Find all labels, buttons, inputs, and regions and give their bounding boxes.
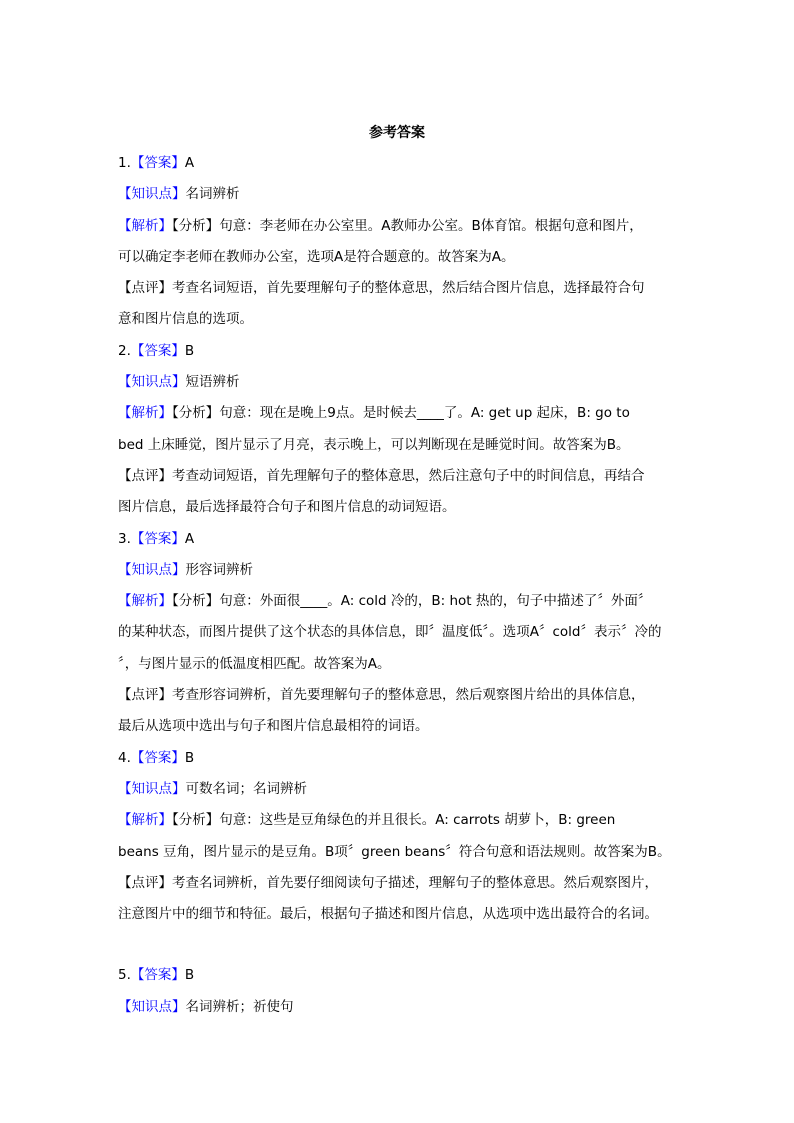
knowledge-value: 可数名词；名词辨析 bbox=[185, 780, 307, 797]
answer-label: 【答案】 bbox=[130, 155, 185, 171]
comment-label: 【点评】 bbox=[118, 280, 172, 297]
comment-text: 考查名词辨析，首先要仔细阅读句子描述，理解句子的整体意思。然后观察图片， bbox=[172, 874, 658, 891]
comment-text: 图片信息，最后选择最符合句子和图片信息的动词短语。 bbox=[118, 499, 456, 516]
analysis-label: 【解析】 bbox=[118, 812, 172, 829]
analysis-line bbox=[118, 649, 688, 680]
analysis-line bbox=[118, 805, 688, 836]
comment-line bbox=[118, 461, 688, 492]
answer-label: 【答案】 bbox=[130, 530, 185, 547]
question-number: 4. bbox=[118, 749, 131, 766]
answer-line bbox=[118, 960, 688, 991]
answer-line bbox=[118, 336, 688, 367]
knowledge-value: 名词辨析；祈使句 bbox=[185, 998, 294, 1015]
fenxi-label: 【分析】 bbox=[172, 217, 220, 234]
answer-list bbox=[118, 148, 688, 1023]
analysis-line bbox=[118, 211, 688, 242]
analysis-line bbox=[118, 430, 688, 461]
question-number: 3. bbox=[118, 530, 131, 547]
spacer bbox=[118, 930, 688, 960]
knowledge-label: 【知识点】 bbox=[118, 561, 186, 578]
analysis-text: 句意：现在是晚上9点。是时候去____了。A: get up 起床，B: go to bbox=[219, 405, 630, 422]
analysis-text: bed 上床睡觉，图片显示了月亮，表示晚上，可以判断现在是睡觉时间。故答案为B。 bbox=[118, 436, 630, 453]
knowledge-label: 【知识点】 bbox=[118, 780, 186, 797]
knowledge-line bbox=[118, 992, 688, 1023]
analysis-label: 【解析】 bbox=[118, 405, 172, 422]
comment-line bbox=[118, 868, 688, 899]
comment-label: 【点评】 bbox=[118, 687, 172, 704]
answer-label: 【答案】 bbox=[130, 342, 185, 359]
fenxi-label: 【分析】 bbox=[172, 812, 220, 829]
analysis-text: 〞，与图片显示的低温度相匹配。故答案为A。 bbox=[118, 655, 391, 672]
knowledge-value: 名词辨析 bbox=[185, 186, 240, 203]
question-number: 1. bbox=[118, 155, 131, 171]
knowledge-line bbox=[118, 774, 688, 805]
knowledge-value: 形容词辨析 bbox=[185, 561, 253, 578]
answer-line bbox=[118, 524, 688, 555]
comment-label: 【点评】 bbox=[118, 467, 172, 484]
comment-text: 意和图片信息的选项。 bbox=[118, 311, 253, 328]
answer-label: 【答案】 bbox=[130, 749, 185, 766]
analysis-line bbox=[118, 242, 688, 273]
fenxi-label: 【分析】 bbox=[172, 593, 220, 610]
comment-label: 【点评】 bbox=[118, 874, 172, 891]
comment-text: 考查动词短语，首先理解句子的整体意思，然后注意句子中的时间信息，再结合 bbox=[172, 467, 645, 484]
comment-text: 最后从选项中选出与句子和图片信息最相符的词语。 bbox=[118, 718, 429, 735]
answer-line bbox=[118, 743, 688, 774]
knowledge-label: 【知识点】 bbox=[118, 374, 186, 391]
comment-line bbox=[118, 492, 688, 523]
analysis-label: 【解析】 bbox=[118, 593, 172, 610]
answer-line bbox=[118, 148, 688, 179]
analysis-text: 可以确定李老师在教师办公室，选项A是符合题意的。故答案为A。 bbox=[118, 248, 515, 265]
comment-text: 考查形容词辨析，首先要理解句子的整体意思，然后观察图片给出的具体信息， bbox=[172, 687, 645, 704]
comment-line bbox=[118, 273, 688, 304]
analysis-text: beans 豆角，图片显示的是豆角。B项〞green beans〞符合句意和语法规则。故答案为B。 bbox=[118, 843, 671, 860]
analysis-line bbox=[118, 398, 688, 429]
answer-value: B bbox=[184, 749, 195, 766]
comment-line bbox=[118, 680, 688, 711]
analysis-text: 句意：李老师在办公室里。A教师办公室。B体育馆。根据句意和图片， bbox=[219, 217, 643, 234]
comment-text: 考查名词短语，首先要理解句子的整体意思，然后结合图片信息，选择最符合句 bbox=[172, 280, 645, 297]
comment-line bbox=[118, 711, 688, 742]
knowledge-label: 【知识点】 bbox=[118, 186, 186, 203]
analysis-line bbox=[118, 617, 688, 648]
analysis-line bbox=[118, 837, 688, 868]
answer-value: A bbox=[184, 155, 195, 171]
knowledge-label: 【知识点】 bbox=[118, 998, 186, 1015]
comment-line bbox=[118, 899, 688, 930]
question-number: 2. bbox=[118, 342, 131, 359]
page-title: 参考答案 bbox=[369, 125, 425, 141]
knowledge-line bbox=[118, 179, 688, 210]
knowledge-value: 短语辨析 bbox=[185, 374, 240, 391]
answer-label: 【答案】 bbox=[130, 967, 185, 984]
analysis-text: 句意：这些是豆角绿色的并且很长。A: carrots 胡萝卜，B: green bbox=[219, 812, 616, 829]
knowledge-line bbox=[118, 555, 688, 586]
question-number: 5. bbox=[118, 967, 131, 984]
answer-value: A bbox=[184, 530, 195, 547]
knowledge-line bbox=[118, 367, 688, 398]
comment-line bbox=[118, 304, 688, 335]
analysis-label: 【解析】 bbox=[118, 217, 172, 234]
comment-text: 注意图片中的细节和特征。最后，根据句子描述和图片信息，从选项中选出最符合的名词。 bbox=[118, 906, 658, 923]
analysis-line bbox=[118, 586, 688, 617]
answer-value: B bbox=[184, 967, 195, 984]
answer-value: B bbox=[184, 342, 195, 359]
analysis-text: 句意：外面很____。A: cold 冷的，B: hot 热的，句子中描述了〞外面〞 bbox=[219, 593, 652, 610]
analysis-text: 的某种状态，而图片提供了这个状态的具体信息，即〞温度低〞。选项A〞cold〞表示〞冷的 bbox=[118, 624, 662, 641]
fenxi-label: 【分析】 bbox=[172, 405, 220, 422]
